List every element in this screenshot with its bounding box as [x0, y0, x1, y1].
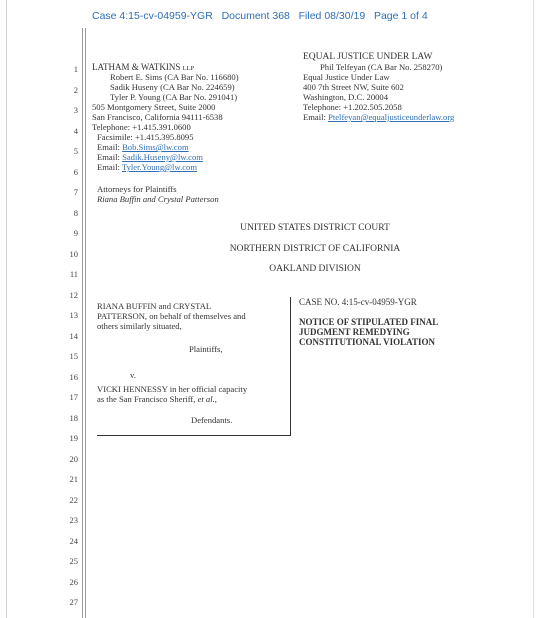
line-number: 22: [69, 495, 78, 505]
email-line: Email: Ptelfeyan@equaljusticeunderlaw.org: [303, 112, 455, 122]
line-number: 10: [69, 249, 78, 259]
document-title: JUDGMENT REMEDYING: [299, 327, 410, 337]
email-link[interactable]: Ptelfeyan@equaljusticeunderlaw.org: [328, 112, 455, 122]
line-number: 26: [69, 577, 78, 587]
document-title: CONSTITUTIONAL VIOLATION: [299, 337, 435, 347]
page-indicator: Page 1 of 4: [373, 10, 428, 22]
plaintiffs-line: RIANA BUFFIN and CRYSTAL: [97, 301, 212, 311]
line-number: 9: [73, 228, 78, 238]
firm-name: LATHAM & WATKINS LLP: [92, 62, 195, 72]
margin-rule: [82, 28, 83, 618]
address-line: San Francisco, California 94111-6538: [92, 112, 223, 122]
ecf-header: [92, 10, 428, 22]
plaintiffs-line: others similarly situated,: [97, 321, 182, 331]
line-number: 5: [73, 146, 78, 156]
line-number: 21: [69, 474, 78, 484]
line-number: 11: [69, 269, 78, 279]
address-line: 505 Montgomery Street, Suite 2000: [92, 102, 216, 112]
line-number: 13: [69, 310, 78, 320]
email-line: Email: Sadik.Huseny@lw.com: [97, 152, 203, 162]
line-number: 27: [69, 597, 78, 607]
case-number: CASE NO. 4:15-cv-04959-YGR: [299, 297, 417, 307]
line-number: 25: [69, 556, 78, 566]
line-number: 7: [73, 187, 78, 197]
defendants-line: VICKI HENNESSY in her official capacity: [97, 384, 248, 394]
document-number: Document 368: [221, 10, 290, 22]
line-number: 24: [69, 536, 78, 546]
line-number: 20: [69, 454, 78, 464]
filed-date: Filed 08/30/19: [298, 10, 366, 22]
email-link[interactable]: Tyler.Young@lw.com: [121, 162, 198, 172]
attorney-name: Robert E. Sims (CA Bar No. 116680): [110, 72, 239, 82]
address-line: 400 7th Street NW, Suite 602: [303, 82, 404, 92]
line-number: 17: [69, 392, 78, 402]
line-number: 12: [69, 290, 78, 300]
attorney-name: Sadik Huseny (CA Bar No. 224659): [110, 82, 235, 92]
line-number: 6: [73, 167, 78, 177]
line-number: 1: [73, 64, 78, 74]
line-number: 15: [69, 351, 78, 361]
page-edge-left: [6, 0, 7, 618]
org-name: EQUAL JUSTICE UNDER LAW: [303, 52, 433, 62]
defendants-label: Defendants.: [191, 415, 233, 425]
line-number: 8: [73, 208, 78, 218]
email-link[interactable]: Sadik.Huseny@lw.com: [122, 152, 203, 162]
line-number: 19: [69, 433, 78, 443]
plaintiffs-label: Plaintiffs,: [189, 344, 223, 354]
plaintiffs-line: PATTERSON, on behalf of themselves and: [97, 311, 246, 321]
line-number: 18: [69, 413, 78, 423]
court-name: UNITED STATES DISTRICT COURT: [240, 223, 390, 233]
client-names: Riana Buffin and Crystal Patterson: [97, 194, 219, 204]
attorney-name: Tyler P. Young (CA Bar No. 291041): [110, 92, 238, 102]
attorneys-for: Attorneys for Plaintiffs: [97, 184, 177, 194]
defendants-line: as the San Francisco Sheriff, et al.,: [97, 394, 217, 404]
line-number: 16: [69, 372, 78, 382]
email-line: Email: Bob.Sims@lw.com: [97, 142, 189, 152]
page-edge-right: [533, 0, 534, 618]
facsimile: Facsimile: +1.415.395.8095: [97, 132, 194, 142]
line-number: 14: [69, 331, 78, 341]
email-line: Email: Tyler.Young@lw.com: [97, 162, 198, 172]
address-line: Washington, D.C. 20004: [303, 92, 389, 102]
court-district: NORTHERN DISTRICT OF CALIFORNIA: [229, 244, 401, 254]
line-number: 4: [73, 126, 78, 136]
telephone: Telephone: +1.202.505.2058: [303, 102, 402, 112]
margin-rule: [85, 28, 86, 618]
firm-suffix: LLP: [182, 65, 195, 72]
telephone: Telephone: +1.415.391.0600: [92, 122, 191, 132]
line-number: 23: [69, 515, 78, 525]
line-number: 2: [73, 85, 78, 95]
versus: v.: [130, 370, 136, 380]
attorney-name: Phil Telfeyan (CA Bar No. 258270): [320, 62, 443, 72]
line-number: 3: [73, 105, 78, 115]
org-name: Equal Justice Under Law: [303, 72, 390, 82]
court-division: OAKLAND DIVISION: [269, 264, 361, 274]
email-link[interactable]: Bob.Sims@lw.com: [122, 142, 189, 152]
case-number-header: Case 4:15-cv-04959-YGR: [92, 10, 213, 22]
document-title: NOTICE OF STIPULATED FINAL: [299, 317, 439, 327]
